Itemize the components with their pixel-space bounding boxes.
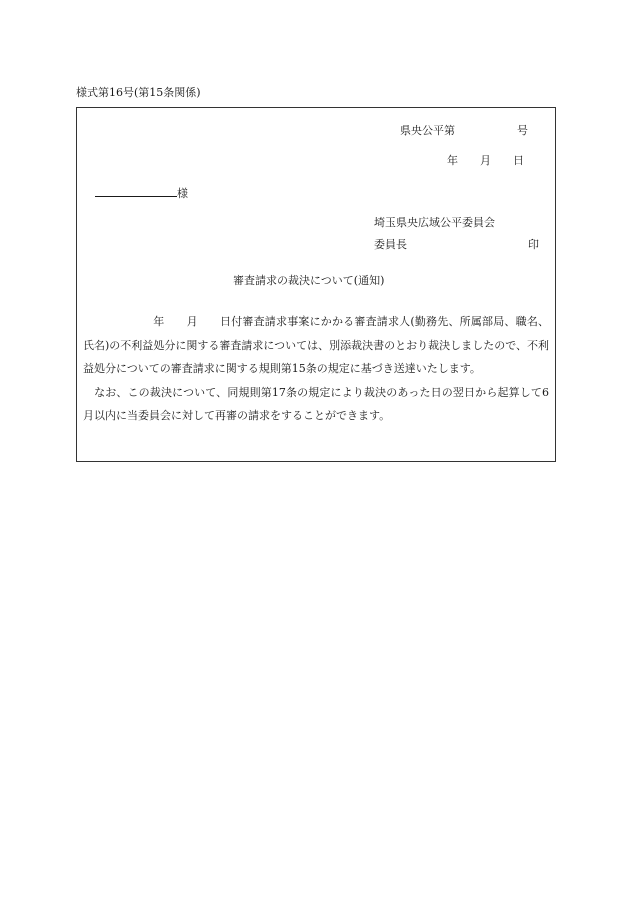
document-number-suffix: 号	[517, 124, 528, 137]
addressee-name-blank	[95, 185, 177, 197]
document-number	[400, 124, 528, 138]
document-date	[447, 154, 524, 168]
body-year-label: 年	[153, 315, 165, 328]
addressee-honorific: 様	[177, 187, 188, 200]
date-month-label: 月	[480, 154, 491, 167]
seal-mark: 印	[528, 238, 539, 251]
issuer-title-line	[374, 238, 539, 252]
body-paragraph-2-text: なお、この裁決について、同規則第17条の規定により裁決のあった日の翌日から起算して6月以内に当委員会に対して再審の請求をすることができます。	[83, 385, 549, 422]
date-day-label: 日	[513, 154, 524, 167]
form-number-label: 様式第16号(第15条関係)	[76, 86, 201, 99]
document-title: 審査請求の裁決について(通知)	[233, 274, 385, 287]
body-paragraph-1-text: 日付審査請求事案にかかる審査請求人(勤務先、所属部局、職名、氏名)の不利益処分に関する審査請求については、別添裁決書のとおり裁決しましたので、不利益処分についての審査請求に関する規則第15条の規定に基づき送達いたします。	[83, 315, 550, 375]
body-paragraph-2	[83, 381, 549, 428]
document-number-prefix: 県央公平第	[400, 124, 455, 137]
date-year-label: 年	[447, 154, 458, 167]
body-month-label: 月	[186, 315, 198, 328]
addressee	[95, 185, 188, 201]
notice-form	[76, 107, 556, 462]
issuer-organization: 埼玉県央広域公平委員会	[374, 216, 495, 229]
body-paragraph-1	[83, 310, 549, 381]
issuer-title: 委員長	[374, 238, 407, 251]
notice-body	[83, 310, 549, 428]
